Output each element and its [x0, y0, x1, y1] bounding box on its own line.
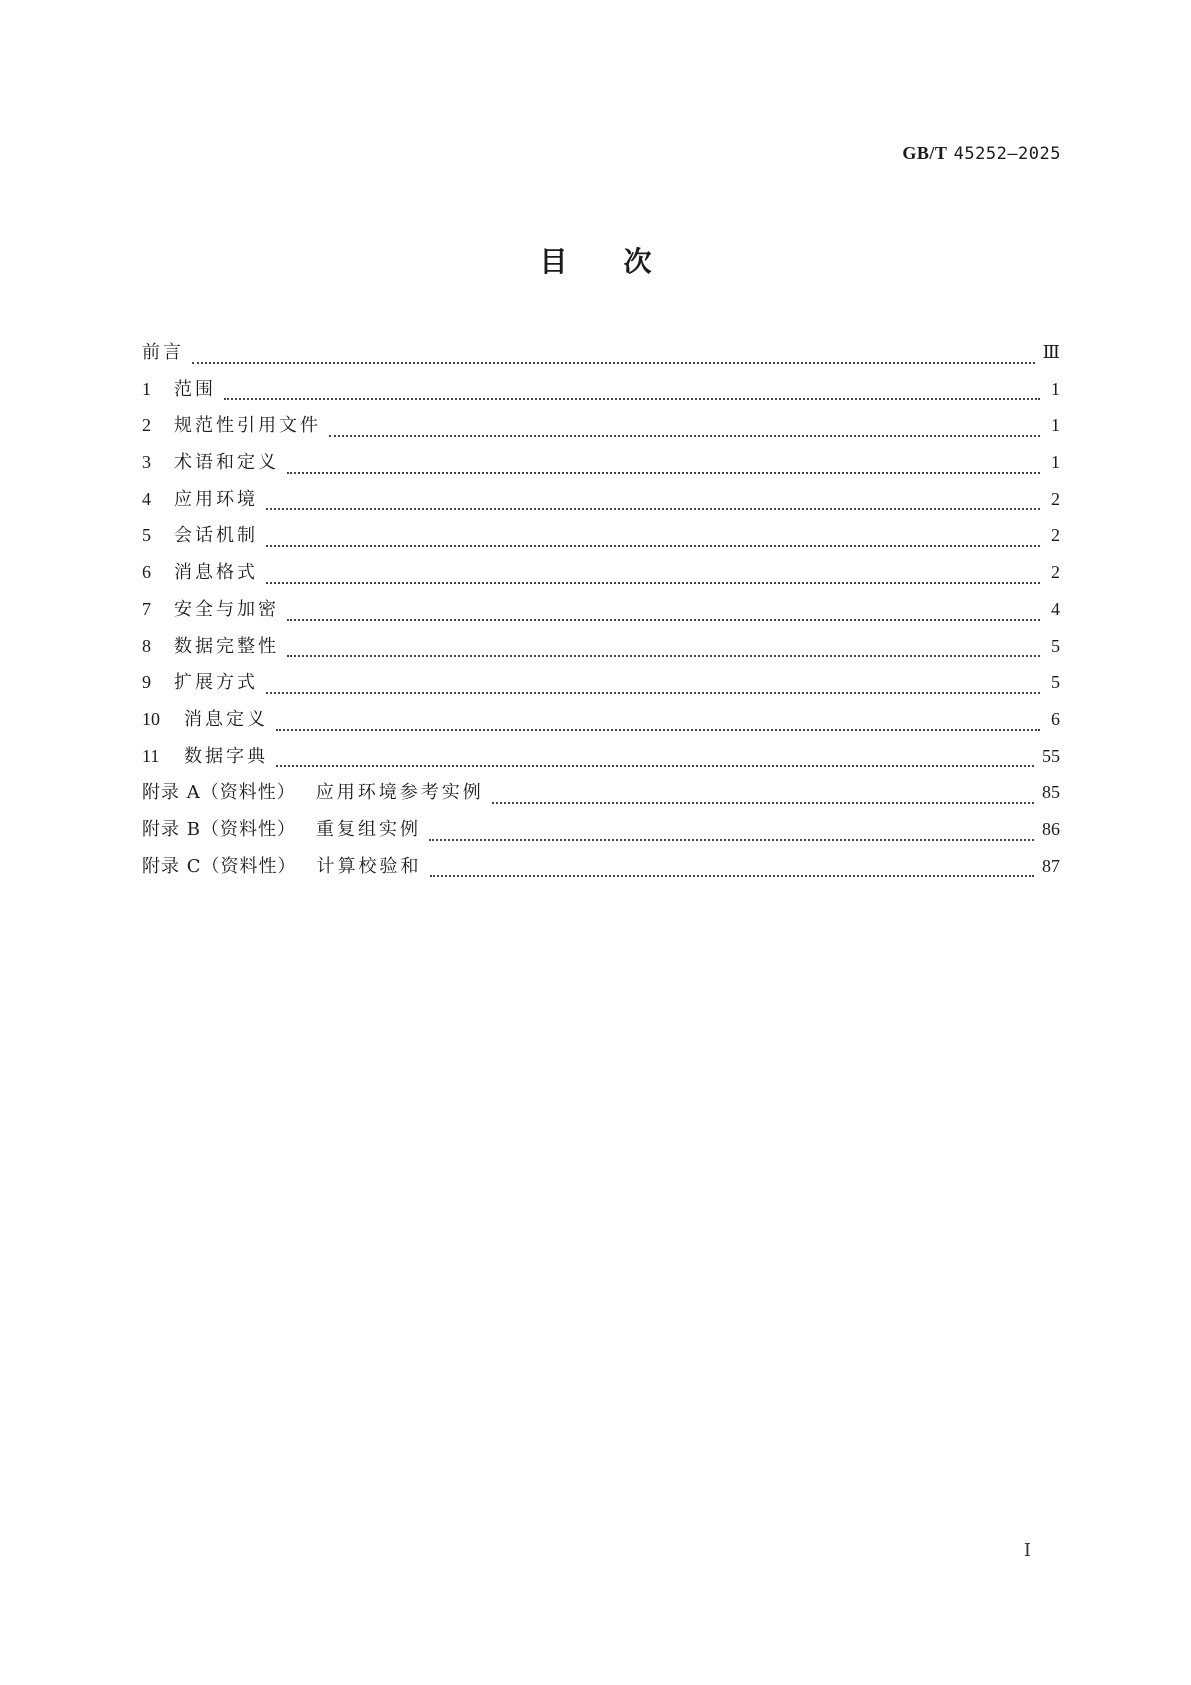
toc-entry-page: 1 — [1051, 378, 1060, 399]
toc-entry-number: 2 — [142, 415, 151, 436]
toc-leader-dots — [266, 544, 1040, 547]
page-title: 目次 — [539, 245, 708, 278]
toc-entry-8[interactable] — [142, 634, 1060, 671]
toc-entry-3[interactable] — [142, 450, 1060, 487]
toc-leader-dots — [276, 764, 1034, 767]
toc-entry-label: 前言 — [142, 342, 184, 363]
toc-entry-label: 扩展方式 — [174, 672, 258, 694]
toc-leader-dots — [266, 691, 1040, 694]
toc-entry-10[interactable] — [142, 707, 1060, 744]
toc-entry-number: 6 — [142, 562, 151, 583]
toc-entry-number: 8 — [142, 635, 151, 656]
footer-page-number: Ⅰ — [1023, 1540, 1031, 1560]
toc-entry-page: 1 — [1051, 415, 1060, 436]
toc-entry-page: 5 — [1051, 672, 1060, 693]
toc-entry-page: 5 — [1051, 635, 1060, 656]
toc-leader-dots — [329, 434, 1040, 437]
toc-leader-dots — [492, 801, 1034, 804]
standard-code — [902, 140, 1061, 167]
toc-entry-label: 消息定义 — [184, 708, 268, 730]
toc-entry-6[interactable] — [142, 560, 1060, 597]
toc-entry-1[interactable] — [142, 377, 1060, 414]
toc-leader-dots — [287, 471, 1040, 474]
toc-leader-dots — [287, 618, 1040, 621]
toc-leader-dots — [429, 838, 1034, 841]
toc-entry-label: 应用环境参考实例 — [315, 782, 484, 804]
toc-entry-page: 2 — [1051, 562, 1060, 583]
toc-entry-number: 3 — [142, 452, 151, 473]
toc-entry-appendix-c[interactable] — [142, 854, 1060, 891]
toc-appendix-prefix: 附录 A（资料性） — [142, 782, 296, 804]
toc-entry-page: 86 — [1042, 818, 1060, 839]
toc-entry-appendix-a[interactable] — [142, 780, 1060, 817]
toc-entry-7[interactable] — [142, 597, 1060, 634]
toc-leader-dots — [287, 654, 1040, 657]
toc-entry-label: 安全与加密 — [174, 598, 279, 620]
toc-entry-page: 4 — [1051, 598, 1060, 619]
toc-appendix-prefix: 附录 C（资料性） — [142, 855, 297, 877]
toc-entry-label: 应用环境 — [174, 488, 258, 510]
standard-prefix: GB/T — [902, 143, 948, 163]
toc-leader-dots — [266, 581, 1040, 584]
toc-entry-label: 会话机制 — [174, 525, 258, 547]
toc-entry-foreword[interactable] — [142, 340, 1060, 377]
toc-entry-label: 数据完整性 — [174, 635, 279, 657]
toc-entry-5[interactable] — [142, 523, 1060, 560]
toc-leader-dots — [430, 874, 1035, 877]
toc-entry-2[interactable] — [142, 413, 1060, 450]
standard-number: 45252—2025 — [953, 144, 1061, 164]
toc-entry-appendix-b[interactable] — [142, 817, 1060, 854]
toc-entry-4[interactable] — [142, 487, 1060, 524]
toc-entry-label: 范围 — [174, 378, 216, 400]
toc-entry-label: 数据字典 — [184, 745, 268, 767]
toc-entry-page: Ⅲ — [1042, 342, 1060, 362]
toc-entry-page: 55 — [1042, 745, 1060, 766]
table-of-contents — [142, 340, 1060, 890]
toc-entry-number: 7 — [142, 598, 151, 619]
toc-entry-label: 消息格式 — [174, 562, 258, 584]
toc-entry-label: 计算校验和 — [316, 855, 422, 877]
toc-entry-page: 2 — [1051, 488, 1060, 509]
toc-entry-label: 规范性引用文件 — [174, 415, 321, 437]
toc-entry-page: 1 — [1051, 452, 1060, 473]
toc-entry-label: 重复组实例 — [315, 818, 421, 840]
toc-entry-page: 2 — [1051, 525, 1060, 546]
toc-entry-page: 87 — [1042, 855, 1060, 876]
toc-entry-number: 4 — [142, 488, 151, 509]
toc-entry-number: 11 — [142, 745, 160, 766]
toc-appendix-prefix: 附录 B（资料性） — [142, 818, 296, 840]
toc-entry-page: 6 — [1051, 708, 1060, 729]
toc-entry-number: 1 — [142, 378, 151, 399]
toc-entry-label: 术语和定义 — [174, 452, 279, 474]
toc-entry-number: 9 — [142, 672, 151, 693]
toc-entry-number: 10 — [142, 708, 160, 729]
toc-leader-dots — [266, 507, 1040, 510]
toc-entry-page: 85 — [1042, 782, 1060, 803]
toc-entry-number: 5 — [142, 525, 151, 546]
toc-entry-11[interactable] — [142, 744, 1060, 781]
toc-leader-dots — [224, 397, 1040, 400]
toc-leader-dots — [192, 361, 1035, 364]
toc-entry-9[interactable] — [142, 670, 1060, 707]
toc-leader-dots — [276, 728, 1040, 731]
